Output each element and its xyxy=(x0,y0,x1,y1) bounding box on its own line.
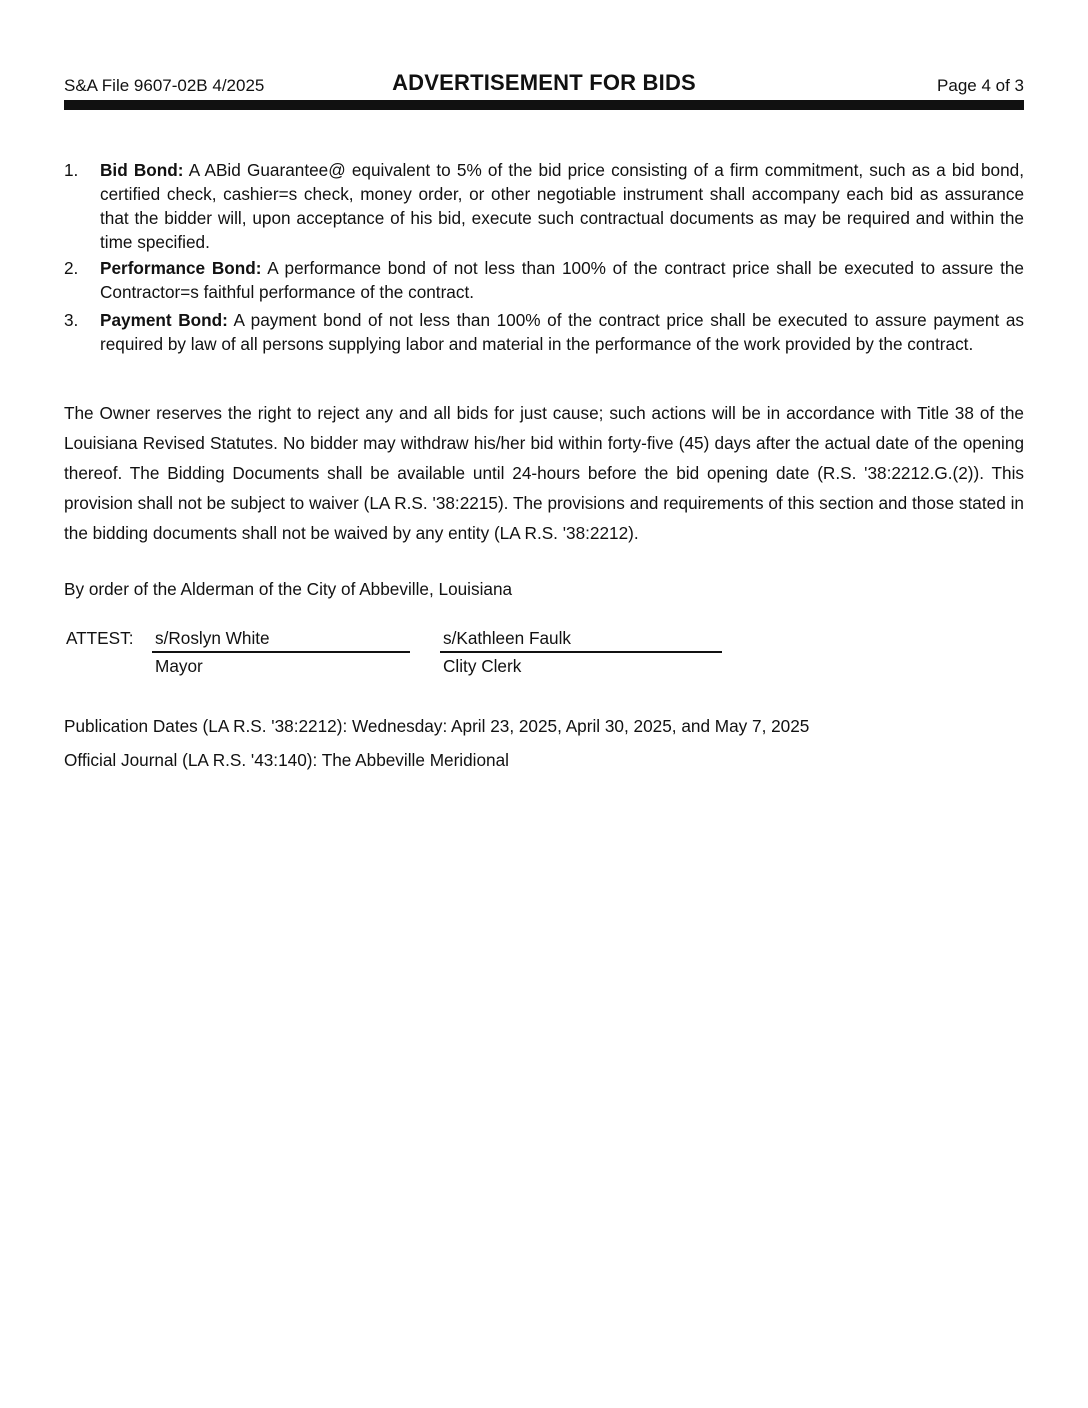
owner-paragraph: The Owner reserves the right to reject any and all bids for just cause; such actions will be in accordance with Title 38 of the Louisiana Revised Statutes. No bidder may withdraw his/her bid within forty-five (45) days after the actual date of the opening thereof. The Bidding Documents shall be available until 24-hours before the bid opening date (R.S. '38:2212.G.(2)). This provision shall not be subject to waiver (LA R.S. '38:2215). The provisions and requirements of this section and those stated in the bidding documents shall not be waived by any entity (LA R.S. '38:2212). xyxy=(64,403,1024,543)
attest-label: ATTEST: xyxy=(66,628,134,648)
item-text: A performance bond of not less than 100% of the contract price shall be executed to assure the Contractor=s faithful performance of the contract. xyxy=(100,258,1024,302)
item-number: 3. xyxy=(64,310,79,330)
publication-dates: Publication Dates (LA R.S. '38:2212): Wednesday: April 23, 2025, April 30, 2025, and May 7, 2025 xyxy=(64,716,810,736)
file-reference: S&A File 9607-02B 4/2025 xyxy=(64,76,265,95)
clerk-signature-line xyxy=(440,651,722,653)
payment-bond-item xyxy=(64,308,1024,356)
document-title: ADVERTISEMENT FOR BIDS xyxy=(392,70,696,95)
clerk-title: Clity Clerk xyxy=(443,656,522,676)
item-label: Payment Bond: xyxy=(100,310,228,330)
item-number: 1. xyxy=(64,160,79,180)
bond-requirements-list xyxy=(64,158,1024,356)
item-label: Performance Bond: xyxy=(100,258,262,278)
item-text: A ABid Guarantee@ equivalent to 5% of the bid price consisting of a firm commitment, such as a bid bond, certified check, cashier=s check, money order, or other negotiable instrument shall accompany each bid as assurance that the bidder will, upon acceptance of his bid, execute such contractual documents as may be required and within the time specified. xyxy=(100,160,1024,252)
item-number: 2. xyxy=(64,258,79,278)
performance-bond-item xyxy=(64,256,1024,304)
mayor-signature: s/Roslyn White xyxy=(155,628,270,648)
clerk-signature: s/Kathleen Faulk xyxy=(443,628,572,648)
mayor-signature-line xyxy=(152,651,410,653)
official-journal: Official Journal (LA R.S. '43:140): The Abbeville Meridional xyxy=(64,750,509,770)
header-rule xyxy=(64,100,1024,110)
bid-bond-item xyxy=(64,158,1024,254)
page-header xyxy=(64,70,1024,100)
item-text: A payment bond of not less than 100% of the contract price shall be executed to assure payment as required by law of all persons supplying labor and material in the performance of the work provided by the contract. xyxy=(100,310,1024,354)
mayor-title: Mayor xyxy=(155,656,203,676)
page-number: Page 4 of 3 xyxy=(937,76,1024,95)
order-line: By order of the Alderman of the City of Abbeville, Louisiana xyxy=(64,579,513,599)
item-label: Bid Bond: xyxy=(100,160,184,180)
